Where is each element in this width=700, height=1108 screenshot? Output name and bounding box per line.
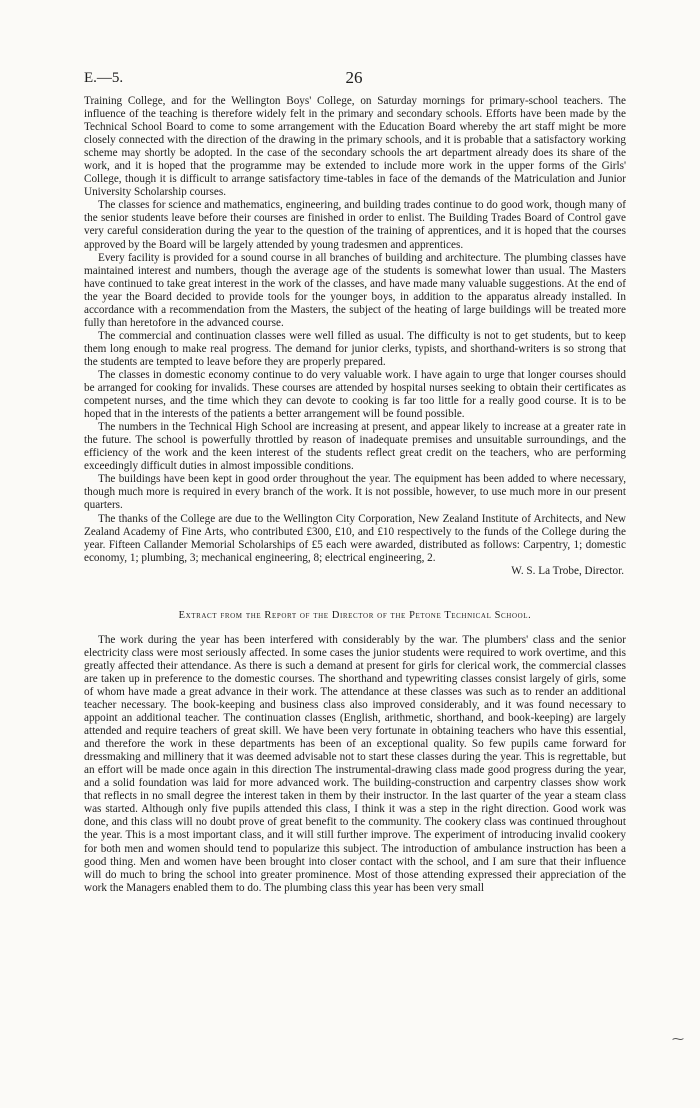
page-body <box>84 95 626 895</box>
section-title: Extract from the Report of the Director of the Petone Technical School. <box>178 609 532 621</box>
paragraph: The classes for science and mathematics, engineering, and building trades continue to do good work, though many of the senior students leave before their courses are finished in order to enlist. The Building Trades Board of Control gave very careful consideration during the year to the question of the training of apprentices, and it is hoped that the courses approved by the Board will be largely attended by young tradesmen and apprentices. <box>84 199 626 251</box>
page-header <box>84 70 624 92</box>
paragraph: The thanks of the College are due to the Wellington City Corporation, New Zealand Institute of Architects, and New Zealand Academy of Fine Arts, who contributed £300, £10, and £10 respectively to the funds of the College during the year. Fifteen Callander Memorial Scholarships of £5 each were awarded, distributed as follows: Carpentry, 1; domestic economy, 1; plumbing, 3; mechanical engineering, 8; electrical engineering, 2. <box>84 512 626 564</box>
paragraph: The buildings have been kept in good order throughout the year. The equipment has been added to where necessary, though much more is required in every branch of the work. It is not possible, however, to use much more in our present quarters. <box>84 473 626 512</box>
signature: W. S. La Trobe, Director. <box>511 564 624 577</box>
paragraph: Training College, and for the Wellington Boys' College, on Saturday mornings for primary-school teachers. The influence of the teaching is therefore widely felt in the primary and secondary schools. Efforts have been made by the Technical School Board to come to some arrangement with the Education Board whereby the art staff might be more closely connected with the direction of the drawing in the primary schools, and it is probable that a satisfactory working scheme may shortly be adopted. In the case of the secondary schools the art department already does its share of the work, and it is hoped that the programme may be extended to include more work in the upper forms of the Girls' College, though it is difficult to arrange satisfactory time-tables in face of the demands of the Matriculation and Junior University Scholarship courses. <box>84 95 626 199</box>
paragraph: The commercial and continuation classes were well filled as usual. The difficulty is not to get students, but to keep them long enough to make real progress. The demand for junior clerks, typists, and shorthand-writers is so strong that the students are tempted to leave before they are properly prepared. <box>84 329 626 368</box>
margin-pencil-mark: ⁓ <box>672 1032 684 1046</box>
paragraph: The classes in domestic economy continue to do very valuable work. I have again to urge that longer courses should be arranged for cooking for invalids. These courses are attended by hospital nurses seeking to obtain their certificates as competent nurses, and the time which they can devote to cooking is far too little for a really good course. It is to be hoped that in the interests of the patients a better arrangement will be found possible. <box>84 368 626 421</box>
paragraph: The numbers in the Technical High School are increasing at present, and appear likely to increase at a greater rate in the future. The school is powerfully throttled by reason of inadequate premises and unsuitable surroundings, and the efficiency of the work and the keen interest of the students reflect great credit on the teachers, who are performing exceedingly difficult duties in almost impossible conditions. <box>84 421 626 473</box>
paragraph: The work during the year has been interfered with considerably by the war. The plumbers' class and the senior electricity class were most seriously affected. In some cases the junior students were required to work overtime, and this greatly affected their attendance. As there is such a demand at present for girls for clerical work, the commercial classes are taken up in preference to the domestic courses. The shorthand and typewriting classes consist largely of girls, some of whom have made a great advance in their work. The attendance at these classes was such as to render an additional teacher necessary. The book-keeping and business class also improved considerably, and it was found necessary to appoint an additional teacher. The continuation classes (English, arithmetic, shorthand, and book-keeping) are largely attended and require teachers of great skill. We have been very fortunate in obtaining teachers who have this essential, and therefore the work in these departments has been of an exceptional quality. So few pupils came forward for dressmaking and millinery that it was deemed advisable not to start these classes during the year. This is regrettable, but an effort will be made once again in this direction The instrumental-drawing class made good progress during the year, and a solid foundation was laid for more advanced work. The building-construction and carpentry classes show work that reflects in no small degree the interest taken in them by their instructor. In the last quarter of the year a steam class was started. Although only five pupils attended this class, I think it was a step in the right direction. Good work was done, and this class will no doubt prove of great benefit to the community. The cookery class was continued throughout the year. This is a most important class, and it will still further improve. The experiment of introducing invalid cookery for both men and women should tend to popularize this subject. The introduction of ambulance instruction has been a good thing. Men and women have been brought into closer contact with the school, and I am sure that their influence will do much to bring the school into greater prominence. Most of those attending expressed their appreciation of the work the Managers enabled them to do. The plumbing class this year has been very small <box>84 633 626 894</box>
page-number: 26 <box>345 68 363 87</box>
paragraph: Every facility is provided for a sound course in all branches of building and architecture. The plumbing classes have maintained interest and numbers, though the average age of the students is somewhat lower than usual. The Masters have continued to take great interest in the work of the classes, and have made many valuable suggestions. At the end of the year the Board decided to provide tools for the younger boys, in addition to the apparatus already installed. In accordance with a recommendation from the Masters, the subject of the heating of large buildings will be treated more fully than heretofore in the advanced course. <box>84 251 626 329</box>
document-reference: E.—5. <box>84 70 124 86</box>
